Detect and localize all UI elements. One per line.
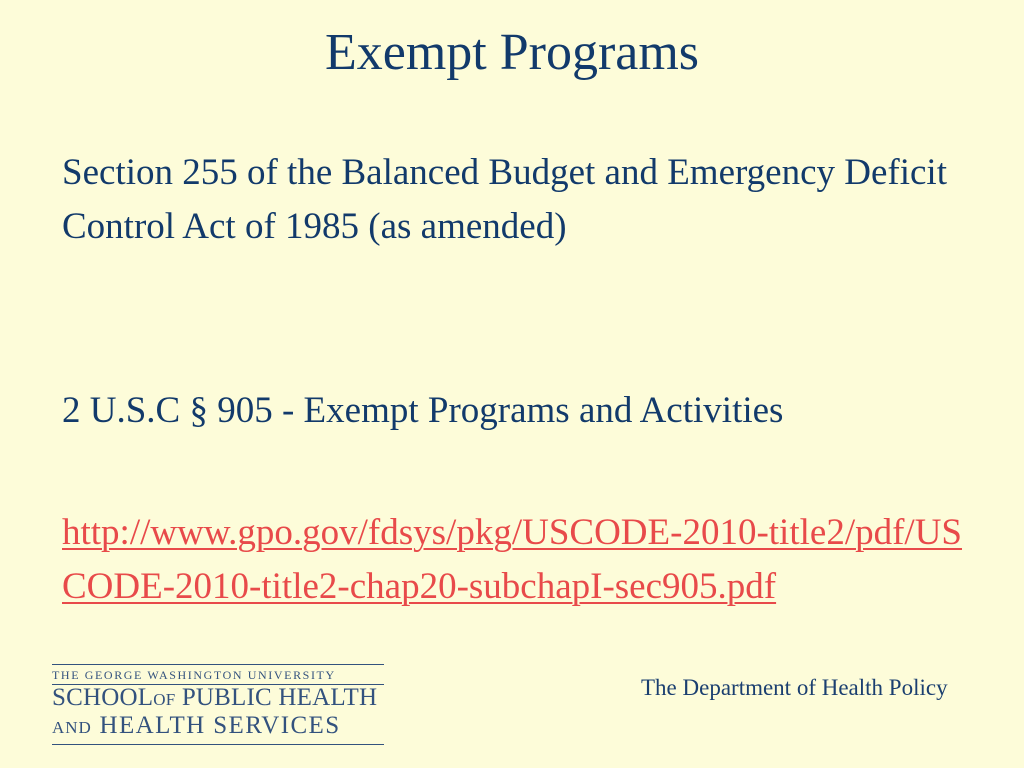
usc-reference-text: 2 U.S.C § 905 - Exempt Programs and Activities — [62, 390, 784, 431]
section-reference-text: Section 255 of the Balanced Budget and Emergency Deficit Control Act of 1985 (as amended) — [62, 152, 947, 247]
slide-title: Exempt Programs — [324, 24, 700, 81]
logo-school-word: SCHOOL — [52, 684, 154, 711]
logo-services-words: HEALTH SERVICES — [99, 712, 341, 739]
logo-and-word: AND — [52, 718, 92, 737]
logo-school-name — [52, 685, 386, 713]
gpo-document-link[interactable] — [62, 506, 972, 614]
logo-health-services — [52, 713, 386, 744]
gpo-document-link-text[interactable]: http://www.gpo.gov/fdsys/pkg/USCODE-2010-title2/pdf/USCODE-2010-title2-chap20-subchapI-sec905.pdf — [62, 512, 962, 607]
department-name: The Department of Health Policy — [641, 675, 948, 700]
logo-of-word: OF — [153, 690, 176, 709]
logo-bottom-rule — [52, 744, 384, 745]
logo-university-name: THE GEORGE WASHINGTON UNIVERSITY — [52, 668, 336, 682]
university-logo — [52, 664, 386, 745]
logo-public-health-words: PUBLIC HEALTH — [181, 684, 378, 711]
